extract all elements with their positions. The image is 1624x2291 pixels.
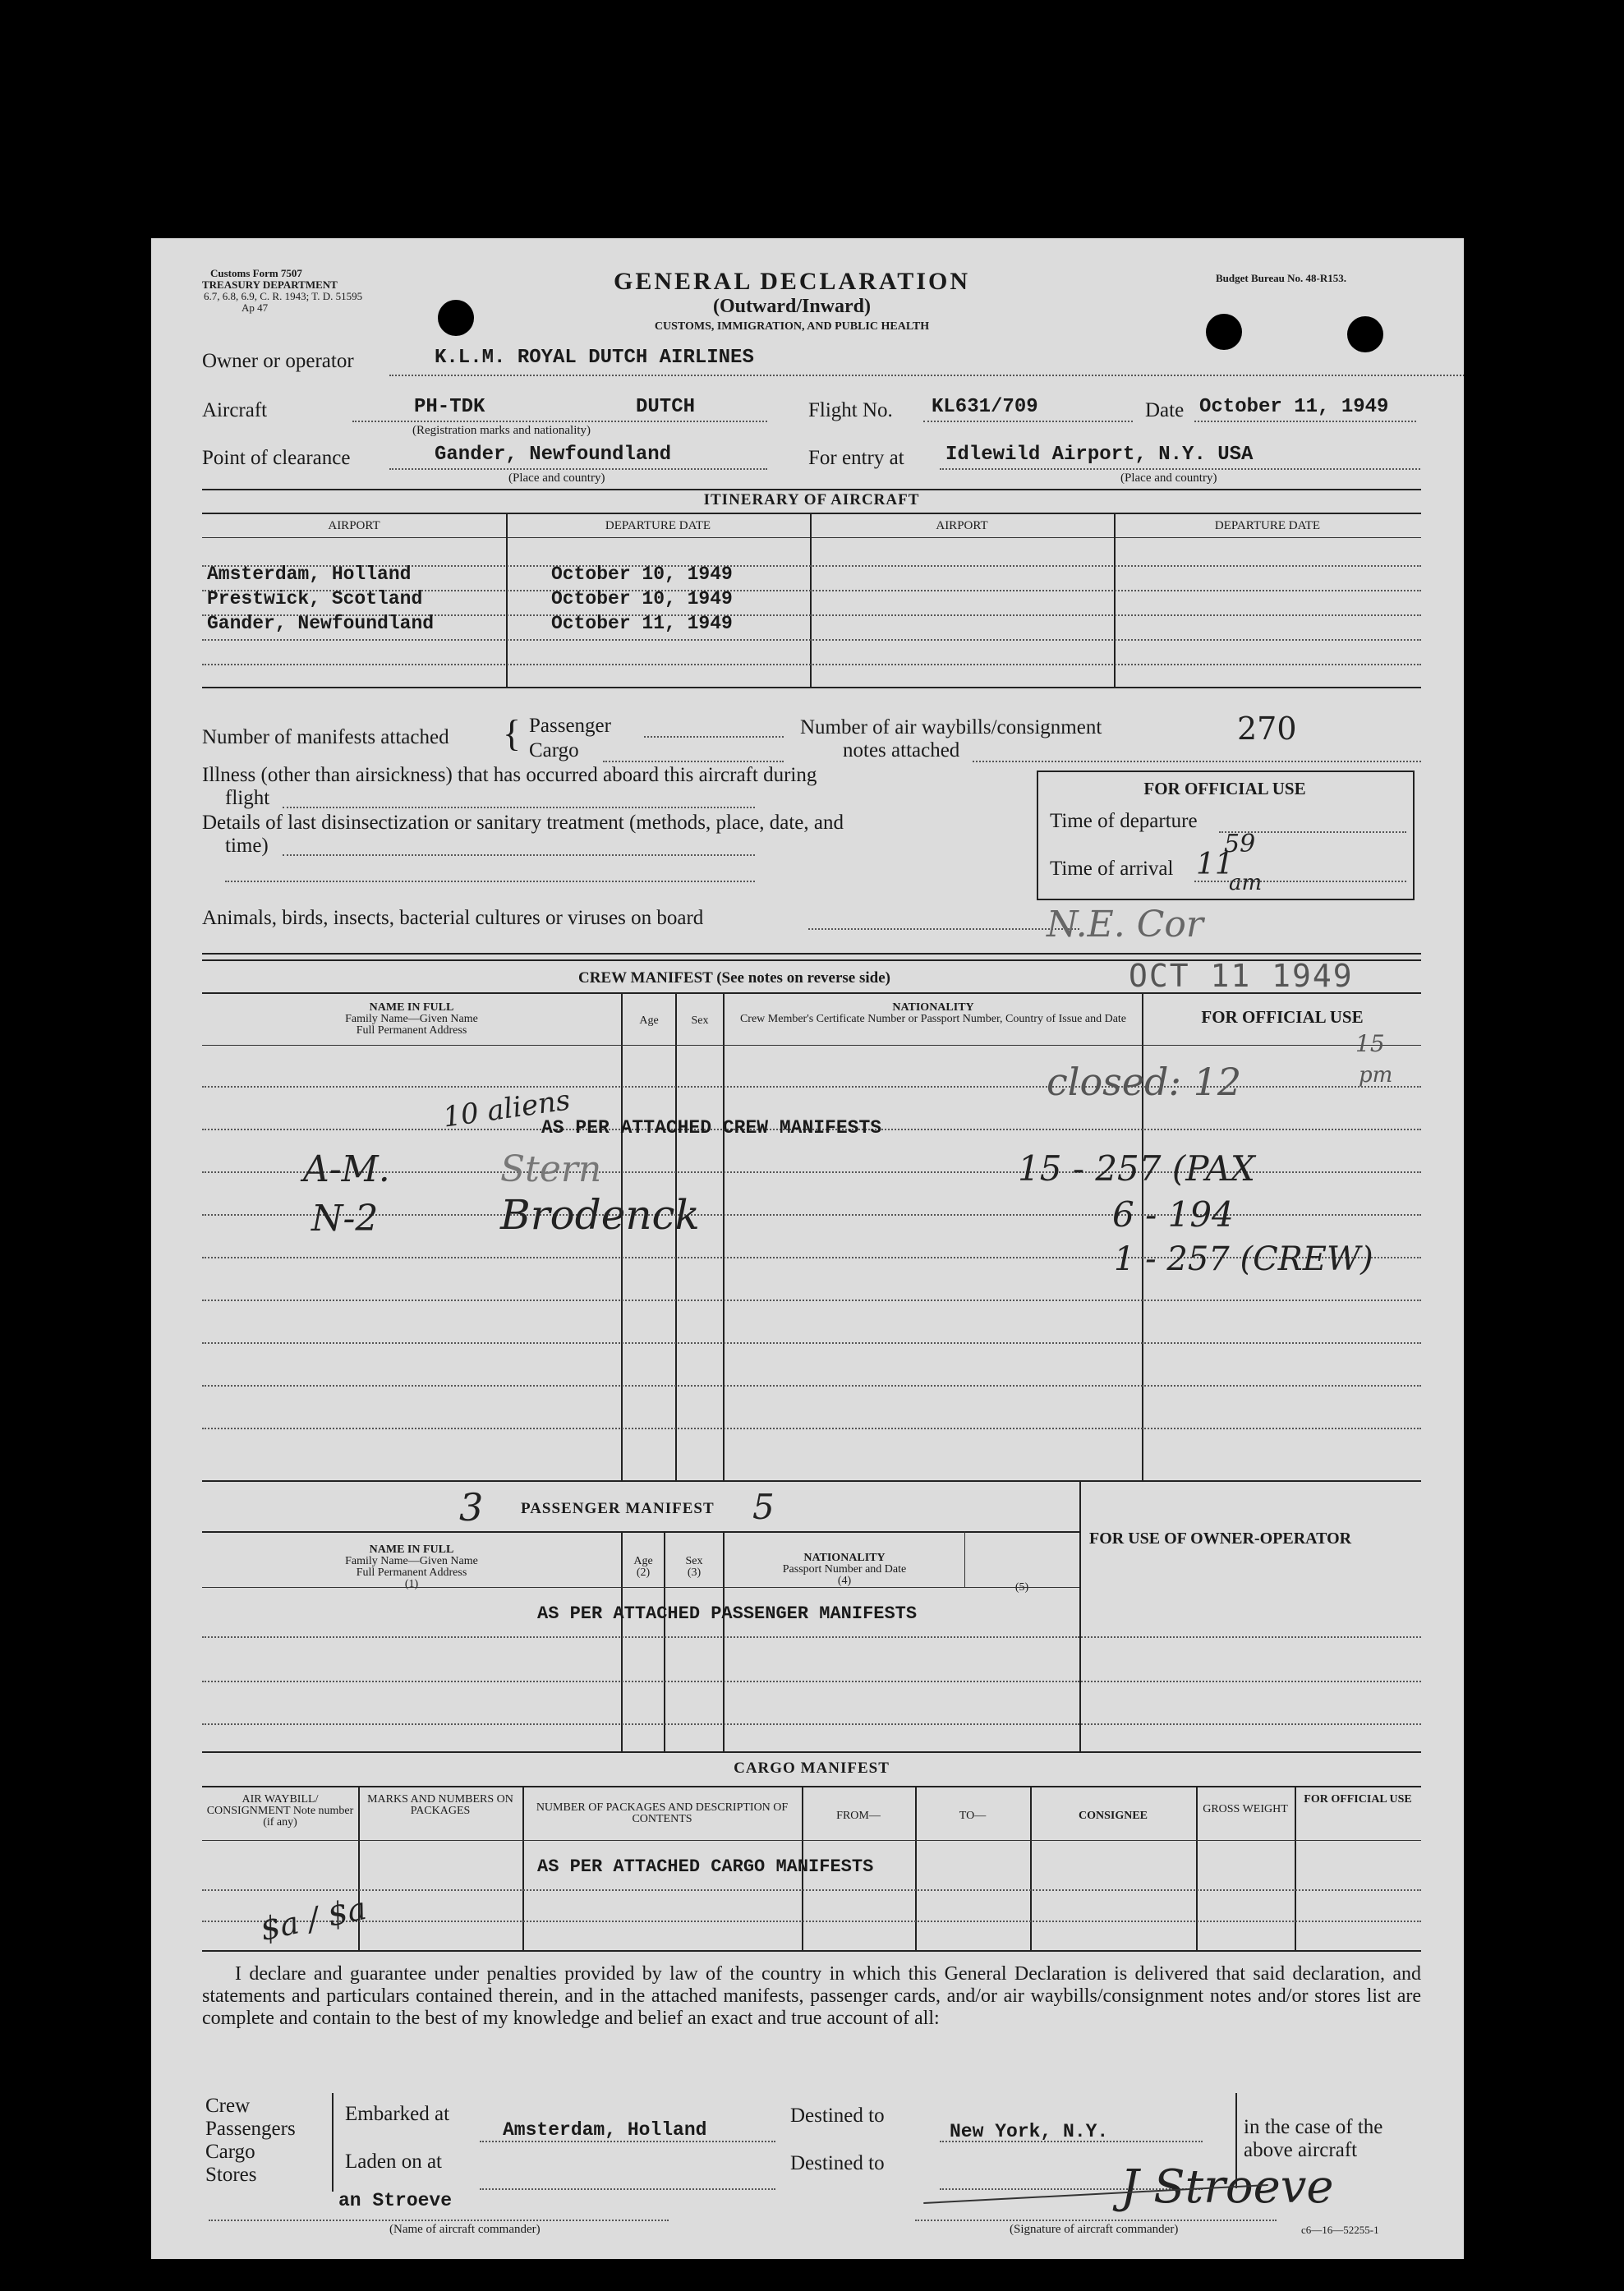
itinerary-header-date-2: DEPARTURE DATE xyxy=(1214,519,1321,532)
case-label-2: above aircraft xyxy=(1244,2139,1358,2161)
entry-label: For entry at xyxy=(808,447,904,469)
passenger-col-5: (5) xyxy=(1014,1581,1029,1594)
passenger-count-3: 3 xyxy=(459,1485,484,1530)
commander-signature: J Stroeve xyxy=(1120,2160,1334,2214)
itinerary-date-3: October 11, 1949 xyxy=(551,613,733,634)
illness-label: Illness (other than airsickness) that has occurred aboard this aircraft during xyxy=(202,764,817,786)
illness-label-2: flight xyxy=(225,787,270,809)
n2-note: N-2 xyxy=(311,1198,379,1240)
approval-date: Ap 47 xyxy=(242,301,269,314)
brace: { xyxy=(503,712,522,754)
am-name: Stern xyxy=(500,1148,602,1190)
decl-crew: Crew xyxy=(205,2095,251,2117)
punch-hole xyxy=(438,300,474,336)
punch-hole xyxy=(1347,316,1383,352)
passenger-manifest-title: PASSENGER MANIFEST xyxy=(521,1500,715,1517)
cargo-col-official: FOR OFFICIAL USE xyxy=(1304,1793,1412,1806)
clearance-value: Gander, Newfoundland xyxy=(435,444,672,466)
owner-label: Owner or operator xyxy=(202,350,354,372)
crew-closed-pm: pm xyxy=(1359,1063,1393,1088)
passenger-manifests-note: AS PER ATTACHED PASSENGER MANIFESTS xyxy=(537,1603,918,1624)
crew-col-nationality: NATIONALITY Crew Member's Certificate Number or Passport Number, Country of Issue and Date xyxy=(739,1001,1127,1025)
itinerary-airport-3: Gander, Newfoundland xyxy=(207,613,435,634)
cargo-handwritten-note: $a / $a xyxy=(256,1889,370,1948)
n2-name: Brodenck xyxy=(500,1191,700,1239)
decl-stores: Stores xyxy=(205,2164,257,2186)
crew-col-official: FOR OFFICIAL USE xyxy=(1201,1007,1364,1027)
embarked-value: Amsterdam, Holland xyxy=(503,2119,707,2141)
waybills-label: Number of air waybills/consignment xyxy=(800,716,1102,738)
print-code: c6—16—52255-1 xyxy=(1301,2224,1379,2236)
laden-label: Laden on at xyxy=(345,2151,443,2173)
date-stamp: OCT 11 1949 xyxy=(1129,958,1354,994)
aliens-note: 10 aliens xyxy=(440,1083,573,1134)
passenger-col-nationality: NATIONALITY Passport Number and Date (4) xyxy=(782,1552,907,1587)
passenger-col-name: NAME IN FULL Family Name—Given Name Full Permanent Address (1) xyxy=(345,1543,478,1590)
arrival-time-am: am xyxy=(1229,871,1263,895)
crew-col-age: Age xyxy=(639,1014,659,1027)
itinerary-date-2: October 10, 1949 xyxy=(551,588,733,610)
form-subtitle: (Outward/Inward) xyxy=(712,296,871,317)
case-label: in the case of the xyxy=(1244,2116,1383,2138)
passenger-col-sex: Sex (3) xyxy=(685,1555,703,1579)
form-agencies: CUSTOMS, IMMIGRATION, AND PUBLIC HEALTH xyxy=(654,320,930,333)
cargo-entry: AS PER ATTACHED CARGO MANIFESTS xyxy=(537,1856,874,1877)
arrival-time-handwritten: 11 xyxy=(1196,848,1234,881)
passenger-count-label: Passenger xyxy=(529,715,611,737)
crew-entry: AS PER ATTACHED CREW MANIFESTS xyxy=(541,1117,882,1139)
cargo-col-weight: GROSS WEIGHT xyxy=(1203,1803,1288,1815)
budget-number: Budget Bureau No. 48-R153. xyxy=(1216,272,1347,284)
cargo-count-label: Cargo xyxy=(529,739,579,761)
cargo-col-to: TO— xyxy=(959,1810,987,1822)
punch-hole xyxy=(1206,314,1242,350)
disinsect-label-2: time) xyxy=(225,835,269,857)
tally-pax: 15 - 257 (PAX xyxy=(1018,1148,1255,1189)
declaration-text: I declare and guarantee under penalties provided by law of the country in which this General Declaration is delivered that said declaration, and statements and particulars contained therein, and in the attached manifests, passenger cards, and/or air waybills/consignment notes and/or stores list are complete and contain to the best of my knowledge and belief an exact and true account of all: xyxy=(202,1963,1421,2029)
itinerary-airport-1: Amsterdam, Holland xyxy=(207,564,412,585)
waybills-label-2: notes attached xyxy=(843,739,960,761)
decl-passengers: Passengers xyxy=(205,2118,296,2140)
treasury-label: TREASURY DEPARTMENT xyxy=(202,278,338,291)
clearance-label: Point of clearance xyxy=(202,447,351,469)
crew-manifest-title: CREW MANIFEST (See notes on reverse side) xyxy=(578,969,890,987)
official-use-title: FOR OFFICIAL USE xyxy=(1143,779,1306,798)
entry-value: Idlewild Airport, N.Y. USA xyxy=(945,444,1254,466)
time-arrival-label: Time of arrival xyxy=(1050,858,1174,880)
itinerary-title: ITINERARY OF AIRCRAFT xyxy=(703,491,920,508)
crew-closed-handwritten: closed: 12 xyxy=(1047,1060,1242,1104)
flight-value: KL631/709 xyxy=(932,396,1038,418)
aircraft-registration: PH-TDK xyxy=(414,396,485,418)
disinsect-label: Details of last disinsectization or sanitary treatment (methods, place, date, and xyxy=(202,812,844,834)
am-note: A-M. xyxy=(303,1148,390,1190)
form-number: Customs Form 7507 xyxy=(210,267,302,279)
commander-name: an Stroeve xyxy=(338,2190,453,2211)
itinerary-date-1: October 10, 1949 xyxy=(551,564,733,585)
declaration-form xyxy=(151,238,1464,2259)
owner-operator-use: FOR USE OF OWNER-OPERATOR xyxy=(1089,1530,1352,1548)
crew-closed-minutes: 15 xyxy=(1355,1030,1385,1057)
passenger-col-age: Age (2) xyxy=(633,1555,653,1579)
cargo-col-from: FROM— xyxy=(836,1810,881,1822)
tally-crew: 1 - 257 (CREW) xyxy=(1114,1240,1373,1278)
commander-name-note: (Name of aircraft commander) xyxy=(389,2223,541,2236)
cargo-col-consignee: CONSIGNEE xyxy=(1078,1810,1148,1822)
cargo-manifest-title: CARGO MANIFEST xyxy=(734,1760,890,1777)
embarked-label: Embarked at xyxy=(345,2103,450,2125)
crew-col-name: NAME IN FULL Family Name—Given Name Full Permanent Address xyxy=(345,1001,478,1037)
animals-label: Animals, birds, insects, bacterial cultures or viruses on board xyxy=(202,907,704,929)
destined-label-2: Destined to xyxy=(790,2152,885,2174)
clearance-note: (Place and country) xyxy=(508,472,605,485)
owner-value: K.L.M. ROYAL DUTCH AIRLINES xyxy=(435,347,754,369)
crew-col-sex: Sex xyxy=(691,1014,709,1027)
signature-note: (Signature of aircraft commander) xyxy=(1010,2223,1179,2236)
aircraft-note: (Registration marks and nationality) xyxy=(412,424,591,437)
cargo-col-waybill: AIR WAYBILL/ CONSIGNMENT Note number (if any) xyxy=(206,1793,354,1829)
cargo-col-marks: MARKS AND NUMBERS ON PACKAGES xyxy=(367,1793,513,1817)
manifests-label: Number of manifests attached xyxy=(202,726,449,748)
tally-194: 6 - 194 xyxy=(1112,1194,1234,1235)
passenger-count-5: 5 xyxy=(752,1487,775,1527)
flight-label: Flight No. xyxy=(808,399,893,421)
aircraft-nationality: DUTCH xyxy=(636,396,696,418)
destined-value: New York, N.Y. xyxy=(950,2121,1109,2142)
itinerary-airport-2: Prestwick, Scotland xyxy=(207,588,423,610)
itinerary-header-date: DEPARTURE DATE xyxy=(605,519,711,532)
time-departure-label: Time of departure xyxy=(1050,810,1198,832)
itinerary-header-airport: AIRPORT xyxy=(328,519,380,532)
date-value: October 11, 1949 xyxy=(1199,396,1389,418)
date-label: Date xyxy=(1145,399,1185,421)
aircraft-label: Aircraft xyxy=(202,399,268,421)
waybills-value: 270 xyxy=(1237,711,1297,747)
destined-label: Destined to xyxy=(790,2105,885,2127)
itinerary-header-airport-2: AIRPORT xyxy=(936,519,988,532)
regulation-refs: 6.7, 6.8, 6.9, C. R. 1943; T. D. 51595 xyxy=(204,290,363,302)
decl-cargo: Cargo xyxy=(205,2141,255,2163)
cargo-col-packages: NUMBER OF PACKAGES AND DESCRIPTION OF CONTENTS xyxy=(536,1801,789,1825)
form-title: GENERAL DECLARATION xyxy=(613,268,970,295)
entry-note: (Place and country) xyxy=(1120,472,1217,485)
arrival-time-minutes: 59 xyxy=(1224,830,1256,858)
inspector-initials: N.E. Cor xyxy=(1047,904,1203,945)
